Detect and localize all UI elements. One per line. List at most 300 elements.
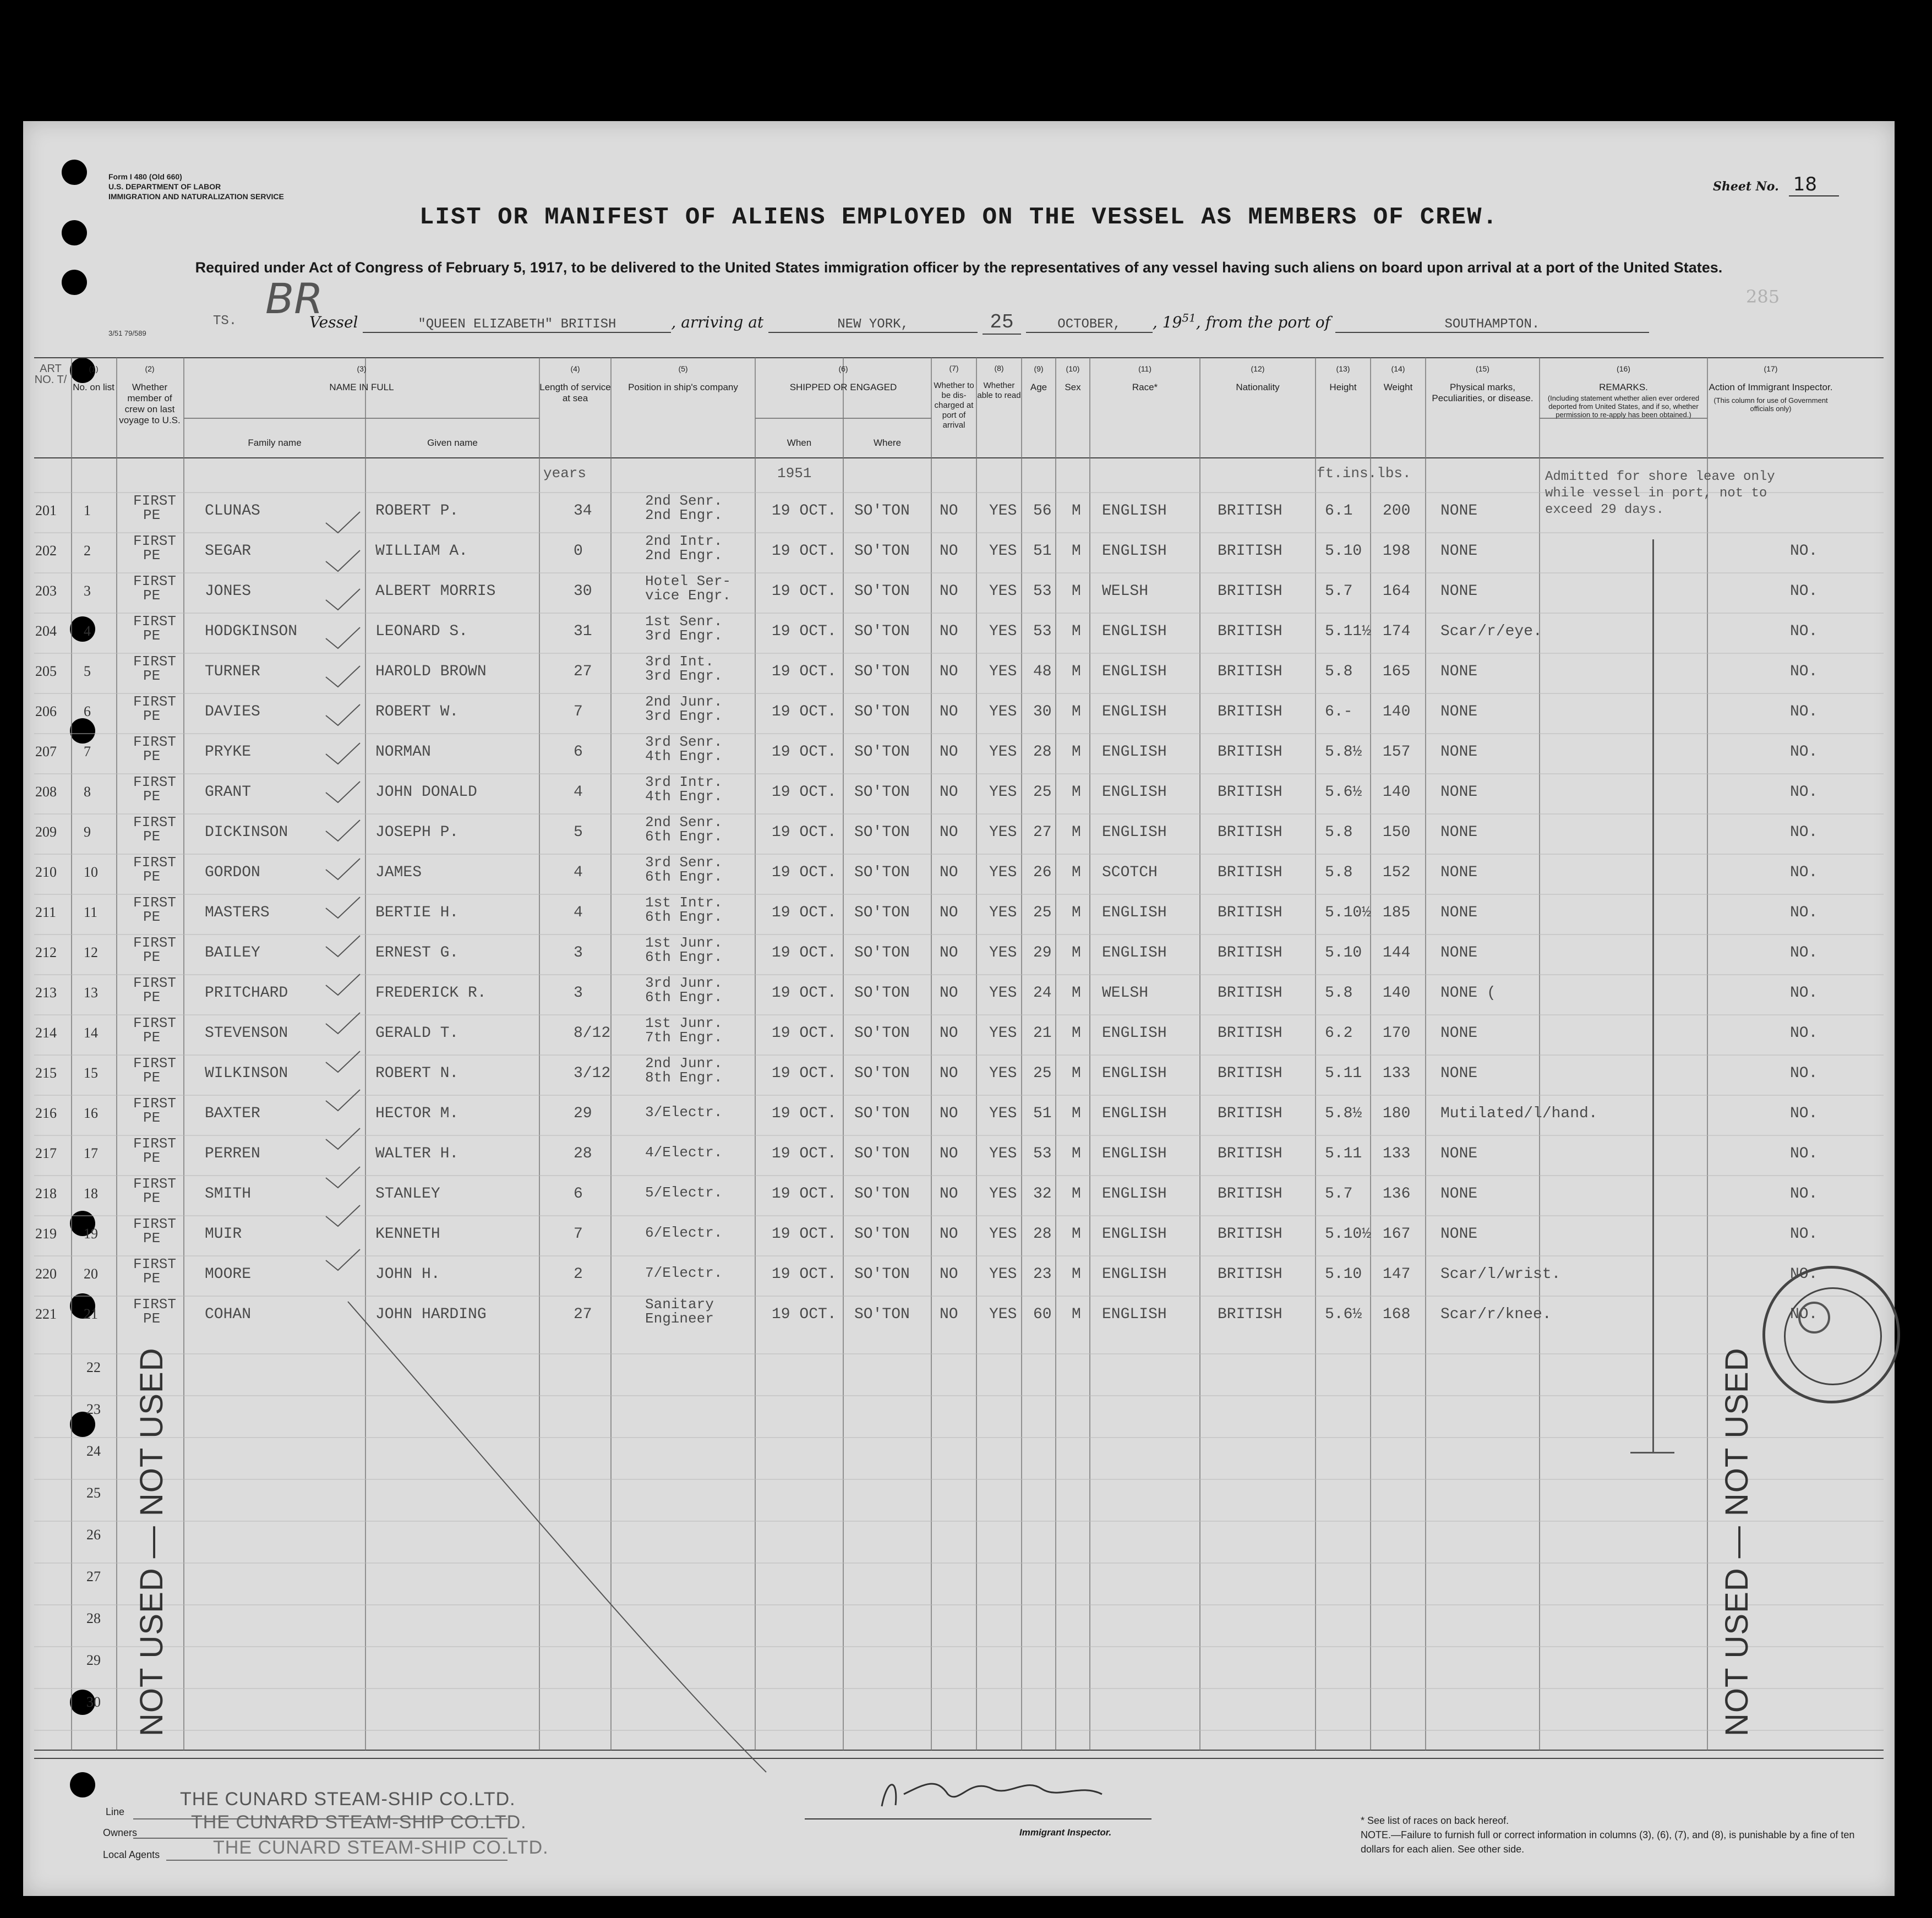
cell-last-voyage-line1: FIRST	[133, 734, 177, 750]
cell-last-voyage-line2: PE	[143, 1270, 161, 1287]
cell-shipped-when: 19 OCT.	[772, 1266, 837, 1283]
cell-position-line2: Engineer	[645, 1310, 714, 1327]
cell-discharged: NO	[940, 1266, 958, 1283]
cell-art-no: 207	[35, 744, 57, 759]
cell-list-no: 8	[84, 784, 91, 800]
blank-row-number: 30	[86, 1694, 101, 1710]
cell-discharged: NO	[940, 824, 958, 841]
cell-discharged: NO	[940, 1025, 958, 1042]
cell-shipped-when: 19 OCT.	[772, 1025, 837, 1042]
cell-shipped-where: SO'TON	[854, 985, 910, 1002]
cell-position-line2: 8th Engr.	[645, 1069, 723, 1086]
cell-family-name: CLUNAS	[205, 502, 260, 520]
cell-race: ENGLISH	[1102, 784, 1167, 801]
cell-position-line1: 2nd Junr.	[645, 693, 723, 710]
cell-last-voyage	[133, 936, 176, 964]
cell-family-name: PRITCHARD	[205, 985, 288, 1002]
cell-shipped-where: SO'TON	[854, 744, 910, 761]
cell-family-name: TURNER	[205, 663, 260, 680]
cell-given-name: GERALD T.	[375, 1025, 459, 1042]
cell-shipped-when: 19 OCT.	[772, 824, 837, 841]
footnote-penalty: NOTE.—Failure to furnish full or correct information in columns (3), (6), (7), and (8), is punishable by a fine of ten dollars for each alien. See other side.	[1361, 1829, 1855, 1855]
cell-length-of-service: 30	[574, 583, 592, 600]
remarks-bracket	[1652, 539, 1654, 1453]
cell-nationality: BRITISH	[1218, 1185, 1282, 1203]
cell-position-line1: 3rd Junr.	[645, 975, 723, 991]
cell-sex: M	[1072, 985, 1081, 1002]
cell-weight: 152	[1383, 864, 1411, 881]
cell-height: 5.11	[1325, 1065, 1362, 1082]
cell-age: 28	[1033, 1226, 1052, 1243]
cell-position-line1: 7/Electr.	[645, 1265, 723, 1281]
seal-inner	[1784, 1287, 1882, 1385]
cell-inspector-action: NO.	[1790, 904, 1818, 921]
cell-given-name: BERTIE H.	[375, 904, 459, 921]
cell-weight: 147	[1383, 1266, 1411, 1283]
cell-shipped-when: 19 OCT.	[772, 543, 837, 560]
cell-position-line2: 6th Engr.	[645, 949, 723, 965]
cell-position-line2: 4th Engr.	[645, 788, 723, 805]
cell-nationality: BRITISH	[1218, 744, 1282, 761]
cell-shipped-when: 19 OCT.	[772, 1145, 837, 1162]
cell-list-no: 16	[84, 1105, 98, 1121]
cell-sex: M	[1072, 1185, 1081, 1203]
cell-discharged: NO	[940, 1185, 958, 1203]
cell-able-to-read: YES	[989, 1065, 1017, 1082]
cell-physical-marks: Mutilated/l/hand.	[1440, 1105, 1598, 1122]
cell-race: ENGLISH	[1102, 824, 1167, 841]
cell-physical-marks: NONE	[1440, 1145, 1478, 1162]
cell-last-voyage-line2: PE	[143, 668, 161, 684]
cell-sex: M	[1072, 864, 1081, 881]
arrival-month: OCTOBER,	[1026, 317, 1153, 333]
cell-last-voyage-line2: PE	[143, 828, 161, 845]
cell-art-no: 219	[35, 1226, 57, 1242]
cell-shipped-where: SO'TON	[854, 1025, 910, 1042]
cell-race: ENGLISH	[1102, 1266, 1167, 1283]
cell-length-of-service: 4	[574, 864, 583, 881]
page-title: LIST OR MANIFEST OF ALIENS EMPLOYED ON THE VESSEL AS MEMBERS OF CREW.	[419, 204, 1498, 231]
cell-position	[645, 735, 722, 763]
cell-last-voyage	[133, 976, 176, 1004]
cell-last-voyage-line2: PE	[143, 1029, 161, 1046]
cell-art-no: 205	[35, 663, 57, 679]
signature-text	[882, 1794, 885, 1795]
vessel-label: Vessel	[309, 313, 358, 331]
cell-physical-marks: NONE	[1440, 663, 1478, 680]
cell-sex: M	[1072, 904, 1081, 921]
cell-last-voyage-line2: PE	[143, 1230, 161, 1247]
cell-list-no: 6	[84, 703, 91, 719]
cell-inspector-action: NO.	[1790, 1025, 1818, 1042]
cell-nationality: BRITISH	[1218, 864, 1282, 881]
cell-shipped-when: 19 OCT.	[772, 944, 837, 961]
cell-physical-marks: NONE	[1440, 1185, 1478, 1203]
cell-position-line1: 1st Intr.	[645, 894, 723, 911]
not-used-left: NOT USED — NOT USED	[134, 1347, 170, 1736]
cell-list-no: 20	[84, 1266, 98, 1282]
cell-shipped-where: SO'TON	[854, 784, 910, 801]
cell-race: ENGLISH	[1102, 623, 1167, 640]
cell-art-no: 216	[35, 1105, 57, 1121]
cell-length-of-service: 4	[574, 904, 583, 921]
header-col15: (15) Physical marks, Peculiarities, or disease.	[1432, 364, 1533, 403]
header-col2: (2) Whether member of crew on last voyage to U.S.	[119, 364, 181, 425]
cell-discharged: NO	[940, 944, 958, 961]
cell-family-name: PRYKE	[205, 744, 252, 761]
cell-family-name: SMITH	[205, 1185, 252, 1203]
cell-age: 53	[1033, 1145, 1052, 1162]
cell-family-name: BAXTER	[205, 1105, 260, 1122]
cell-list-no: 4	[84, 623, 91, 639]
cell-position	[645, 614, 722, 643]
line-company: THE CUNARD STEAM-SHIP CO.LTD.	[180, 1789, 516, 1810]
header-col5: (5) Position in ship's company	[628, 364, 738, 392]
cell-family-name: BAILEY	[205, 944, 260, 961]
cell-last-voyage	[133, 1056, 176, 1085]
cell-able-to-read: YES	[989, 824, 1017, 841]
cell-age: 27	[1033, 824, 1052, 841]
cell-last-voyage-line1: FIRST	[133, 935, 177, 951]
cell-shipped-when: 19 OCT.	[772, 744, 837, 761]
blank-row-number: 22	[86, 1359, 101, 1375]
cell-family-name: DAVIES	[205, 703, 260, 720]
cell-list-no: 7	[84, 744, 91, 759]
cell-length-of-service: 6	[574, 744, 583, 761]
cell-shipped-when: 19 OCT.	[772, 703, 837, 720]
cell-sex: M	[1072, 583, 1081, 600]
cell-position-line1: 2nd Intr.	[645, 533, 723, 549]
cell-given-name: ALBERT MORRIS	[375, 583, 496, 600]
cell-last-voyage-line1: FIRST	[133, 573, 177, 589]
remarks-line2: while vessel in port, not to	[1545, 486, 1767, 501]
cell-last-voyage-line2: PE	[143, 788, 161, 805]
cell-given-name: HECTOR M.	[375, 1105, 459, 1122]
cell-last-voyage-line1: FIRST	[133, 613, 177, 630]
cell-weight: 133	[1383, 1145, 1411, 1162]
cell-shipped-where: SO'TON	[854, 1226, 910, 1243]
cell-shipped-when: 19 OCT.	[772, 784, 837, 801]
cell-length-of-service: 7	[574, 703, 583, 720]
cell-weight: 198	[1383, 543, 1411, 560]
cell-last-voyage-line2: PE	[143, 547, 161, 564]
cell-race: ENGLISH	[1102, 1105, 1167, 1122]
cell-position	[645, 574, 731, 603]
cell-nationality: BRITISH	[1218, 583, 1282, 600]
cell-art-no: 221	[35, 1306, 57, 1322]
cell-shipped-when: 19 OCT.	[772, 623, 837, 640]
cell-inspector-action: NO.	[1790, 583, 1818, 600]
blank-row-number: 29	[86, 1652, 101, 1668]
cell-height: 6.-	[1325, 703, 1353, 720]
cell-list-no: 15	[84, 1065, 98, 1081]
cell-physical-marks: NONE	[1440, 744, 1478, 761]
cell-given-name: JOSEPH P.	[375, 824, 459, 841]
cell-race: SCOTCH	[1102, 864, 1158, 881]
cell-last-voyage-line1: FIRST	[133, 1135, 177, 1152]
header-col14: (14) Weight	[1383, 364, 1413, 392]
cell-age: 51	[1033, 543, 1052, 560]
cell-position-line2: 6th Engr.	[645, 989, 723, 1006]
cell-inspector-action: NO.	[1790, 1185, 1818, 1203]
cell-nationality: BRITISH	[1218, 663, 1282, 680]
punch-hole	[70, 718, 95, 744]
cell-inspector-action: NO.	[1790, 784, 1818, 801]
footnote-races: * See list of races on back hereof.	[1361, 1815, 1509, 1826]
cell-nationality: BRITISH	[1218, 623, 1282, 640]
cell-weight: 167	[1383, 1226, 1411, 1243]
cell-height: 5.6½	[1325, 1306, 1362, 1323]
cell-position-line2: 3rd Engr.	[645, 708, 723, 724]
cell-physical-marks: NONE	[1440, 864, 1478, 881]
cell-shipped-when: 19 OCT.	[772, 1105, 837, 1122]
cell-shipped-when: 19 OCT.	[772, 904, 837, 921]
cell-position-line2: 7th Engr.	[645, 1029, 723, 1046]
cell-physical-marks: NONE	[1440, 543, 1478, 560]
cell-last-voyage-line2: PE	[143, 507, 161, 523]
cell-last-voyage-line1: FIRST	[133, 493, 177, 509]
cell-length-of-service: 2	[574, 1266, 583, 1283]
cell-family-name: MUIR	[205, 1226, 242, 1243]
inspector-label: Immigrant Inspector.	[1019, 1827, 1112, 1838]
cell-race: WELSH	[1102, 583, 1149, 600]
cell-age: 48	[1033, 663, 1052, 680]
cell-age: 28	[1033, 744, 1052, 761]
blank-row-number: 28	[86, 1610, 101, 1626]
cell-family-name: PERREN	[205, 1145, 260, 1162]
cell-position-line2: vice Engr.	[645, 587, 732, 604]
cell-last-voyage-line2: PE	[143, 868, 161, 885]
cell-last-voyage-line2: PE	[143, 587, 161, 604]
cell-sex: M	[1072, 784, 1081, 801]
cell-shipped-where: SO'TON	[854, 663, 910, 680]
sheet-label: Sheet No.	[1713, 179, 1779, 194]
cell-given-name: JOHN H.	[375, 1266, 440, 1283]
cell-shipped-where: SO'TON	[854, 1266, 910, 1283]
cell-shipped-when: 19 OCT.	[772, 663, 837, 680]
cell-nationality: BRITISH	[1218, 1065, 1282, 1082]
header-col3: (3) NAME IN FULL	[329, 364, 394, 392]
cell-art-no: 211	[35, 904, 57, 920]
cell-shipped-where: SO'TON	[854, 944, 910, 961]
cell-able-to-read: YES	[989, 583, 1017, 600]
cell-last-voyage	[133, 1297, 176, 1326]
cell-art-no: 208	[35, 784, 57, 800]
cell-sex: M	[1072, 744, 1081, 761]
cell-family-name: COHAN	[205, 1306, 252, 1323]
cell-given-name: ERNEST G.	[375, 944, 459, 961]
cell-length-of-service: 7	[574, 1226, 583, 1243]
cell-art-no: 202	[35, 543, 57, 559]
cell-age: 26	[1033, 864, 1052, 881]
cell-last-voyage	[133, 574, 176, 603]
cell-shipped-where: SO'TON	[854, 824, 910, 841]
cell-given-name: ROBERT W.	[375, 703, 459, 720]
cell-last-voyage	[133, 1136, 176, 1165]
cell-discharged: NO	[940, 985, 958, 1002]
cell-able-to-read: YES	[989, 985, 1017, 1002]
cell-shipped-where: SO'TON	[854, 1185, 910, 1203]
cell-inspector-action: NO.	[1790, 1266, 1818, 1283]
cell-physical-marks: Scar/r/eye.	[1440, 623, 1542, 640]
cell-race: ENGLISH	[1102, 1025, 1167, 1042]
cell-length-of-service: 3	[574, 944, 583, 961]
cell-last-voyage-line1: FIRST	[133, 1055, 177, 1072]
cell-list-no: 5	[84, 663, 91, 679]
unit-height-weight: ft.ins.lbs.	[1317, 465, 1411, 482]
cell-height: 5.8½	[1325, 744, 1362, 761]
cell-position-line2: 4th Engr.	[645, 748, 723, 764]
cell-position-line1: 1st Junr.	[645, 935, 723, 951]
cell-inspector-action: NO.	[1790, 1306, 1818, 1323]
cell-inspector-action: NO.	[1790, 985, 1818, 1002]
cell-nationality: BRITISH	[1218, 1145, 1282, 1162]
cell-given-name: STANLEY	[375, 1185, 440, 1203]
remarks-bracket-foot	[1630, 1452, 1674, 1453]
cell-height: 5.7	[1325, 583, 1353, 600]
header-col9: (9) Age	[1030, 364, 1047, 392]
cell-position	[645, 936, 722, 964]
cell-age: 29	[1033, 944, 1052, 961]
cell-length-of-service: 0	[574, 543, 583, 560]
cell-shipped-when: 19 OCT.	[772, 1226, 837, 1243]
cell-last-voyage-line1: FIRST	[133, 1296, 177, 1313]
cell-physical-marks: NONE	[1440, 784, 1478, 801]
cell-physical-marks: NONE	[1440, 1025, 1478, 1042]
cell-inspector-action: NO.	[1790, 663, 1818, 680]
cell-height: 5.8	[1325, 824, 1353, 841]
cell-sex: M	[1072, 663, 1081, 680]
cell-physical-marks: NONE	[1440, 583, 1478, 600]
cell-length-of-service: 34	[574, 502, 592, 520]
cell-nationality: BRITISH	[1218, 944, 1282, 961]
cell-race: ENGLISH	[1102, 502, 1167, 520]
cell-shipped-where: SO'TON	[854, 583, 910, 600]
cell-nationality: BRITISH	[1218, 904, 1282, 921]
cell-last-voyage-line2: PE	[143, 1190, 161, 1206]
header-col7: (7) Whether to be dis-charged at port of arrival	[934, 364, 974, 430]
cell-sex: M	[1072, 1226, 1081, 1243]
cell-inspector-action: NO.	[1790, 864, 1818, 881]
cell-position	[645, 775, 722, 804]
cell-shipped-when: 19 OCT.	[772, 1185, 837, 1203]
cell-able-to-read: YES	[989, 1226, 1017, 1243]
sheet-number	[1713, 173, 1839, 195]
cell-position-line1: 1st Junr.	[645, 1015, 723, 1031]
cell-art-no: 220	[35, 1266, 57, 1282]
cell-last-voyage-line1: FIRST	[133, 854, 177, 871]
cell-shipped-when: 19 OCT.	[772, 583, 837, 600]
cell-family-name: MASTERS	[205, 904, 270, 921]
cell-last-voyage-line1: FIRST	[133, 1015, 177, 1031]
cell-last-voyage-line2: PE	[143, 909, 161, 925]
cell-height: 5.10	[1325, 944, 1362, 961]
cell-height: 5.11	[1325, 1145, 1362, 1162]
cell-given-name: JOHN HARDING	[375, 1306, 487, 1323]
cell-given-name: ROBERT P.	[375, 502, 459, 520]
blank-row-number: 23	[86, 1401, 101, 1417]
cell-family-name: MOORE	[205, 1266, 252, 1283]
cell-last-voyage	[133, 1096, 176, 1125]
cell-nationality: BRITISH	[1218, 1266, 1282, 1283]
cell-discharged: NO	[940, 1226, 958, 1243]
cell-length-of-service: 4	[574, 784, 583, 801]
year-prefix: , 19	[1152, 313, 1182, 331]
cell-position	[645, 695, 722, 723]
cell-age: 21	[1033, 1025, 1052, 1042]
cell-position-line1: 3rd Senr.	[645, 734, 723, 750]
cell-position	[645, 1185, 722, 1200]
header-col6: (6) SHIPPED OR ENGAGED	[789, 364, 897, 392]
cell-height: 5.8	[1325, 663, 1353, 680]
cell-position-line1: 6/Electr.	[645, 1225, 723, 1241]
page-subtitle: Required under Act of Congress of February 5, 1917, to be delivered to the United States immigration officer by the representatives of any vessel having such aliens on board upon arrival at a port of the United States.	[195, 259, 1723, 276]
cell-position-line2: 3rd Engr.	[645, 627, 723, 644]
cell-position-line1: 2nd Junr.	[645, 1055, 723, 1072]
cell-position-line2: 3rd Engr.	[645, 668, 723, 684]
cell-length-of-service: 6	[574, 1185, 583, 1203]
cell-nationality: BRITISH	[1218, 543, 1282, 560]
cell-last-voyage-line2: PE	[143, 748, 161, 764]
cell-race: ENGLISH	[1102, 703, 1167, 720]
cell-family-name: WILKINSON	[205, 1065, 288, 1082]
cell-weight: 140	[1383, 985, 1411, 1002]
cell-physical-marks: NONE	[1440, 824, 1478, 841]
cell-last-voyage-line1: FIRST	[133, 1176, 177, 1192]
cell-position	[645, 895, 722, 924]
cell-given-name: WALTER H.	[375, 1145, 459, 1162]
cell-position	[645, 1145, 722, 1160]
cell-weight: 168	[1383, 1306, 1411, 1323]
cell-race: WELSH	[1102, 985, 1149, 1002]
cell-family-name: SEGAR	[205, 543, 252, 560]
blank-row-number: 25	[86, 1485, 101, 1501]
cell-shipped-where: SO'TON	[854, 623, 910, 640]
cell-inspector-action: NO.	[1790, 543, 1818, 560]
cell-position-line1: 3rd Senr.	[645, 854, 723, 871]
cell-height: 5.10½	[1325, 904, 1372, 921]
cell-race: ENGLISH	[1102, 663, 1167, 680]
cell-height: 5.8	[1325, 864, 1353, 881]
consulate-seal	[1762, 1266, 1900, 1403]
cell-art-no: 201	[35, 502, 57, 518]
cell-weight: 180	[1383, 1105, 1411, 1122]
cell-inspector-action: NO.	[1790, 703, 1818, 720]
cell-given-name: KENNETH	[375, 1226, 440, 1243]
cell-last-voyage	[133, 815, 176, 844]
cell-sex: M	[1072, 824, 1081, 841]
ref-code: 3/51 79/589	[108, 329, 146, 337]
cell-last-voyage-line2: PE	[143, 949, 161, 965]
cell-last-voyage-line1: FIRST	[133, 1216, 177, 1232]
cell-list-no: 2	[84, 543, 91, 559]
cell-nationality: BRITISH	[1218, 985, 1282, 1002]
cell-length-of-service: 8/12	[574, 1025, 611, 1042]
header-family-name: Family name	[248, 438, 302, 448]
cell-last-voyage	[133, 654, 176, 683]
cell-weight: 140	[1383, 784, 1411, 801]
stamp-number: 285	[1746, 286, 1780, 307]
cell-last-voyage	[133, 1217, 176, 1245]
cell-nationality: BRITISH	[1218, 1226, 1282, 1243]
cell-sex: M	[1072, 502, 1081, 520]
unit-years: years	[543, 465, 587, 482]
cell-race: ENGLISH	[1102, 904, 1167, 921]
cell-discharged: NO	[940, 744, 958, 761]
vessel-name: "QUEEN ELIZABETH" BRITISH	[363, 317, 671, 333]
cell-inspector-action: NO.	[1790, 623, 1818, 640]
cell-art-no: 214	[35, 1025, 57, 1041]
